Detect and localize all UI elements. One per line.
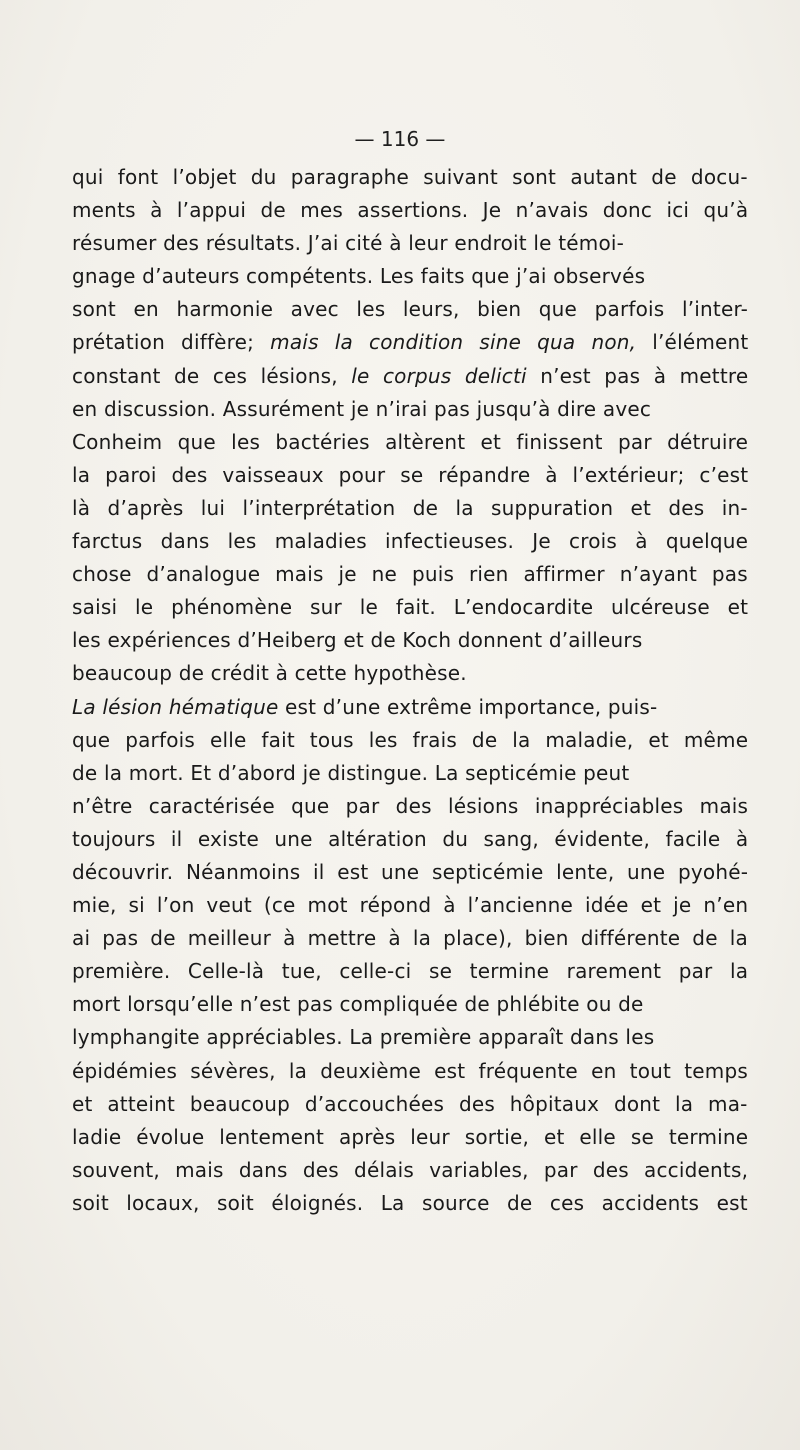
text-segment: mort lorsqu’elle n’est pas compliquée de phlébite ou de xyxy=(72,992,644,1017)
text-segment: la paroi des vaisseaux pour se répandre à l’extérieur; c’est xyxy=(72,462,748,487)
text-line xyxy=(72,227,748,260)
text-segment: souvent, mais dans des délais variables, par des accidents, xyxy=(72,1157,748,1182)
text-line xyxy=(72,1055,748,1088)
text-line xyxy=(72,889,748,922)
body-text xyxy=(72,161,748,1220)
text-segment: farctus dans les maladies infectieuses. Je crois à quelque xyxy=(72,529,748,554)
text-line xyxy=(72,823,748,856)
text-segment: épidémies sévères, la deuxième est fréquente en tout temps xyxy=(72,1058,748,1083)
text-line xyxy=(72,360,748,393)
text-line xyxy=(72,591,748,624)
page-number: — 116 — xyxy=(354,127,446,151)
text-line xyxy=(72,922,748,955)
text-line xyxy=(72,955,748,988)
text-segment: constant de ces lésions, xyxy=(72,363,352,388)
text-line xyxy=(72,790,748,823)
text-segment: première. Celle-là tue, celle-ci se termine rarement par la xyxy=(72,959,748,984)
text-segment: ments à l’appui de mes assertions. Je n’avais donc ici qu’à xyxy=(72,198,748,223)
text-line xyxy=(72,1121,748,1154)
text-line xyxy=(72,988,748,1021)
text-line xyxy=(72,525,748,558)
text-line xyxy=(72,856,748,889)
text-line xyxy=(72,624,748,657)
text-segment: Conheim que les bactéries altèrent et finissent par détruire xyxy=(72,429,748,454)
text-line xyxy=(72,1021,748,1054)
italic-text: mais la condition sine qua non, xyxy=(270,330,637,355)
text-line xyxy=(72,757,748,790)
text-line xyxy=(72,657,748,690)
text-line xyxy=(72,326,748,359)
text-line xyxy=(72,558,748,591)
text-segment: là d’après lui l’interprétation de la suppuration et des in- xyxy=(72,495,748,520)
italic-text: le corpus delicti xyxy=(351,363,527,388)
text-line xyxy=(72,459,748,492)
text-segment: chose d’analogue mais je ne puis rien affirmer n’ayant pas xyxy=(72,562,748,587)
text-line xyxy=(72,293,748,326)
text-segment: découvrir. Néanmoins il est une septicémie lente, une pyohé- xyxy=(72,859,748,884)
text-segment: saisi le phénomène sur le fait. L’endocardite ulcéreuse et xyxy=(72,595,748,620)
text-segment: l’élément xyxy=(636,330,748,355)
text-segment: lymphangite appréciables. La première apparaît dans les xyxy=(72,1025,655,1050)
text-line xyxy=(72,161,748,194)
text-segment: est d’une extrême importance, puis- xyxy=(278,694,658,719)
text-segment: ladie évolue lentement après leur sortie, et elle se termine xyxy=(72,1124,748,1149)
text-segment: les expériences d’Heiberg et de Koch donnent d’ailleurs xyxy=(72,628,643,653)
text-line xyxy=(72,1154,748,1187)
text-segment: prétation diffère; xyxy=(72,330,271,355)
text-segment: que parfois elle fait tous les frais de la maladie, et même xyxy=(72,727,748,752)
text-line xyxy=(72,260,748,293)
text-line xyxy=(72,492,748,525)
text-line xyxy=(72,426,748,459)
text-segment: et atteint beaucoup d’accouchées des hôpitaux dont la ma- xyxy=(72,1091,748,1116)
text-line xyxy=(72,1088,748,1121)
text-line xyxy=(72,393,748,426)
text-line xyxy=(72,724,748,757)
text-segment: résumer des résultats. J’ai cité à leur endroit le témoi- xyxy=(72,231,625,256)
text-segment: gnage d’auteurs compétents. Les faits que j’ai observés xyxy=(72,264,646,289)
text-segment: beaucoup de crédit à cette hypothèse. xyxy=(72,661,467,686)
text-segment: en discussion. Assurément je n’irai pas jusqu’à dire avec xyxy=(72,396,652,421)
text-segment: n’être caractérisée que par des lésions inappréciables mais xyxy=(72,793,748,818)
italic-text: La lésion hématique xyxy=(72,694,279,719)
text-segment: n’est pas à mettre xyxy=(526,363,748,388)
text-segment: mie, si l’on veut (ce mot répond à l’ancienne idée et je n’en xyxy=(72,893,748,918)
text-line xyxy=(72,194,748,227)
text-segment: qui font l’objet du paragraphe suivant sont autant de docu- xyxy=(72,165,748,189)
text-segment: soit locaux, soit éloignés. La source de ces accidents est xyxy=(72,1190,748,1215)
text-line xyxy=(72,1187,748,1220)
text-line xyxy=(72,691,748,724)
text-segment: ai pas de meilleur à mettre à la place), bien différente de la xyxy=(72,926,748,951)
text-segment: sont en harmonie avec les leurs, bien que parfois l’inter- xyxy=(72,297,748,322)
text-segment: de la mort. Et d’abord je distingue. La septicémie peut xyxy=(72,760,630,785)
text-segment: toujours il existe une altération du sang, évidente, facile à xyxy=(72,826,748,851)
